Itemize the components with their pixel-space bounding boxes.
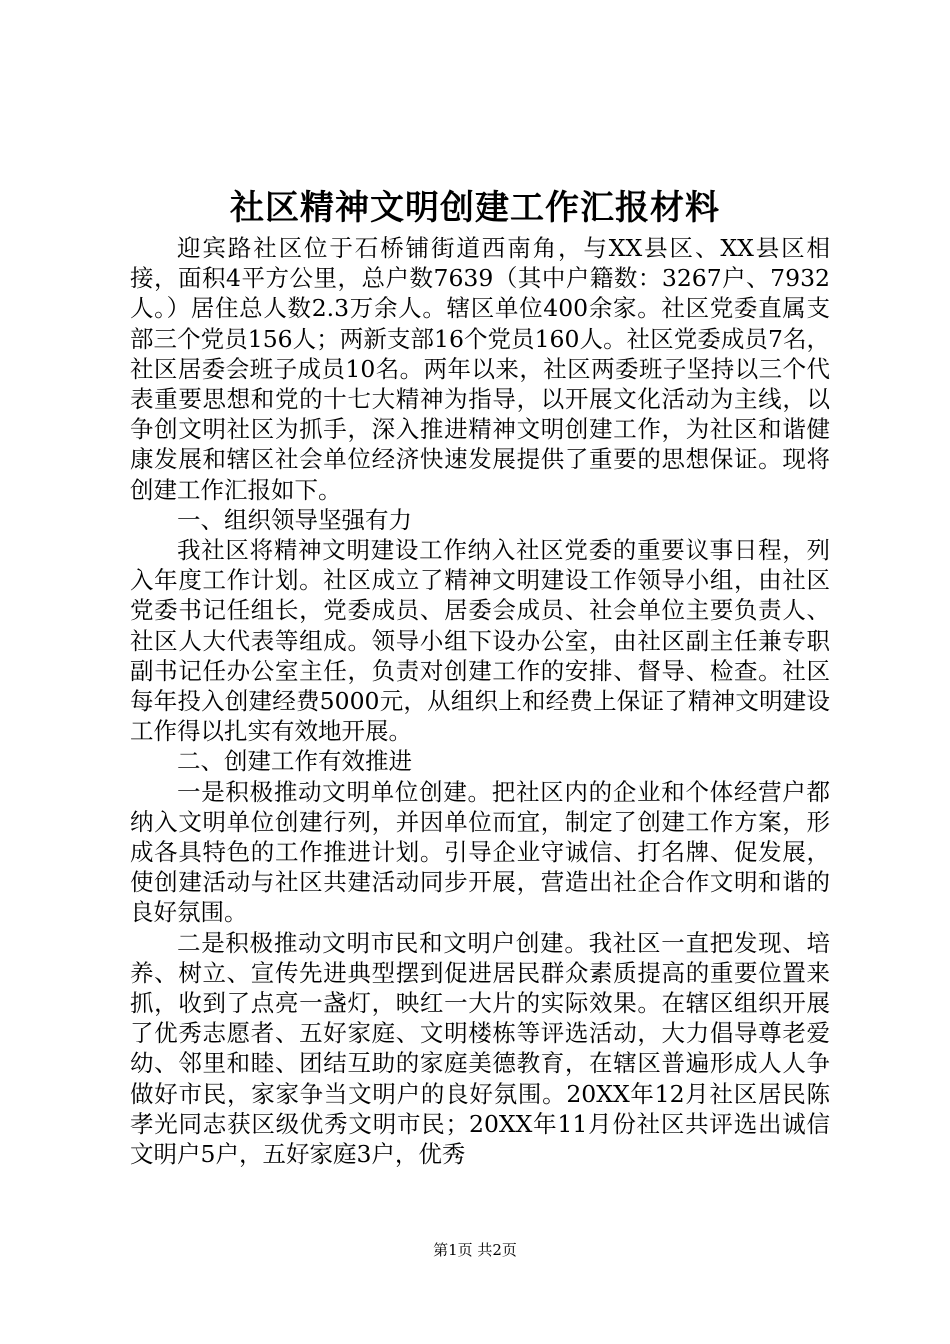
document-title: 社区精神文明创建工作汇报材料 [230,188,720,228]
paragraph-citizen-creation: 二是积极推动文明市民和文明户创建。我社区一直把发现、培养、树立、宣传先进典型摆到促进居民群众素质提高的重要位置来抓，收到了点亮一盏灯，映红一大片的实际效果。在辖区组织开展了优秀志愿者、五好家庭、文明楼栋等评选活动，大力倡导尊老爱幼、邻里和睦、团结互助的家庭美德教育，在辖区普遍形成人人争做好市民，家家争当文明户的良好氛围。20XX年12月社区居民陈孝光同志获区级优秀文明市民；20XX年11月份社区共评选出诚信文明户5户，五好家庭3户，优秀 [130,928,830,1169]
section-heading-2: 二、创建工作有效推进 [177,747,412,776]
document-body [130,233,830,1169]
paragraph-intro: 迎宾路社区位于石桥铺街道西南角，与XX县区、XX县区相接，面积4平方公里，总户数7639（其中户籍数：3267户、7932人。）居住总人数2.3万余人。辖区单位400余家。社区党委直属支部三个党员156人；两新支部16个党员160人。社区党委成员7名，社区居委会班子成员10名。两年以来，社区两委班子坚持以三个代表重要思想和党的十七大精神为指导，以开展文化活动为主线，以争创文明社区为抓手，深入推进精神文明创建工作，为社区和谐健康发展和辖区社会单位经济快速发展提供了重要的思想保证。现将创建工作汇报如下。 [130,234,830,504]
section-heading-1: 一、组织领导坚强有力 [177,505,412,534]
paragraph-organization: 我社区将精神文明建设工作纳入社区党委的重要议事日程，列入年度工作计划。社区成立了精神文明建设工作领导小组，由社区党委书记任组长，党委成员、居委会成员、社会单位主要负责人、社区人大代表等组成。领导小组下设办公室，由社区副主任兼专职副书记任办公室主任，负责对创建工作的安排、督导、检查。社区每年投入创建经费5000元，从组织上和经费上保证了精神文明建设工作得以扎实有效地开展。 [130,536,830,746]
paragraph-unit-creation: 一是积极推动文明单位创建。把社区内的企业和个体经营户都纳入文明单位创建行列，并因单位而宜，制定了创建工作方案，形成各具特色的工作推进计划。引导企业守诚信、打名牌、促发展，使创建活动与社区共建活动同步开展，营造出社企合作文明和谐的良好氛围。 [130,777,830,927]
page-footer: 第1页 共2页 [433,1241,517,1259]
